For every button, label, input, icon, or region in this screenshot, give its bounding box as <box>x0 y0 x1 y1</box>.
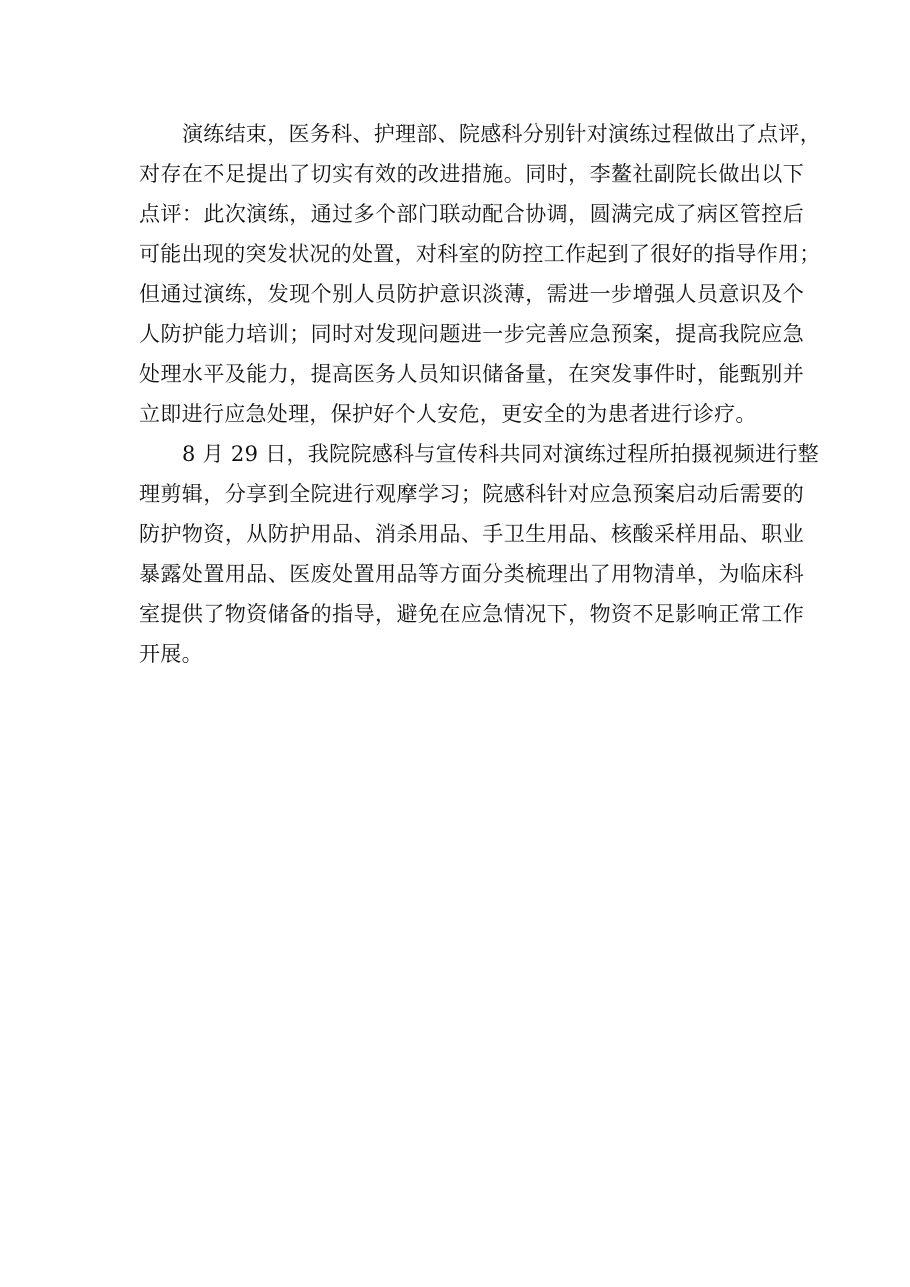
paragraph-line: 人防护能力培训；同时对发现问题进一步完善应急预案，提高我院应急 <box>139 322 804 346</box>
paragraph-line: 防护物资，从防护用品、消杀用品、手卫生用品、核酸采样用品、职业 <box>139 522 804 546</box>
paragraph-line: 暴露处置用品、医废处置用品等方面分类梳理出了用物清单，为临床科 <box>139 562 804 586</box>
paragraph-line: 8 月 29 日，我院院感科与宣传科共同对演练过程所拍摄视频进行整 <box>182 442 820 466</box>
paragraph-drill-review <box>139 114 821 434</box>
paragraph-line: 可能出现的突发状况的处置，对科室的防控工作起到了很好的指导作用； <box>139 242 821 266</box>
paragraph-line: 处理水平及能力，提高医务人员知识储备量，在突发事件时，能甄别并 <box>139 362 804 386</box>
paragraph-line: 室提供了物资储备的指导，避免在应急情况下，物资不足影响正常工作 <box>139 602 804 626</box>
paragraph-line: 开展。 <box>139 642 203 666</box>
paragraph-line: 点评：此次演练，通过多个部门联动配合协调，圆满完成了病区管控后 <box>139 202 804 226</box>
paragraph-line: 但通过演练，发现个别人员防护意识淡薄，需进一步增强人员意识及个 <box>139 282 804 306</box>
paragraph-followup <box>139 434 820 674</box>
document-body <box>139 114 821 674</box>
paragraph-line: 演练结束，医务科、护理部、院感科分别针对演练过程做出了点评， <box>182 122 821 146</box>
paragraph-line: 理剪辑，分享到全院进行观摩学习；院感科针对应急预案启动后需要的 <box>139 482 804 506</box>
paragraph-line: 立即进行应急处理，保护好个人安危，更安全的为患者进行诊疗。 <box>139 402 757 426</box>
paragraph-line: 对存在不足提出了切实有效的改进措施。同时，李鳌社副院长做出以下 <box>139 162 804 186</box>
